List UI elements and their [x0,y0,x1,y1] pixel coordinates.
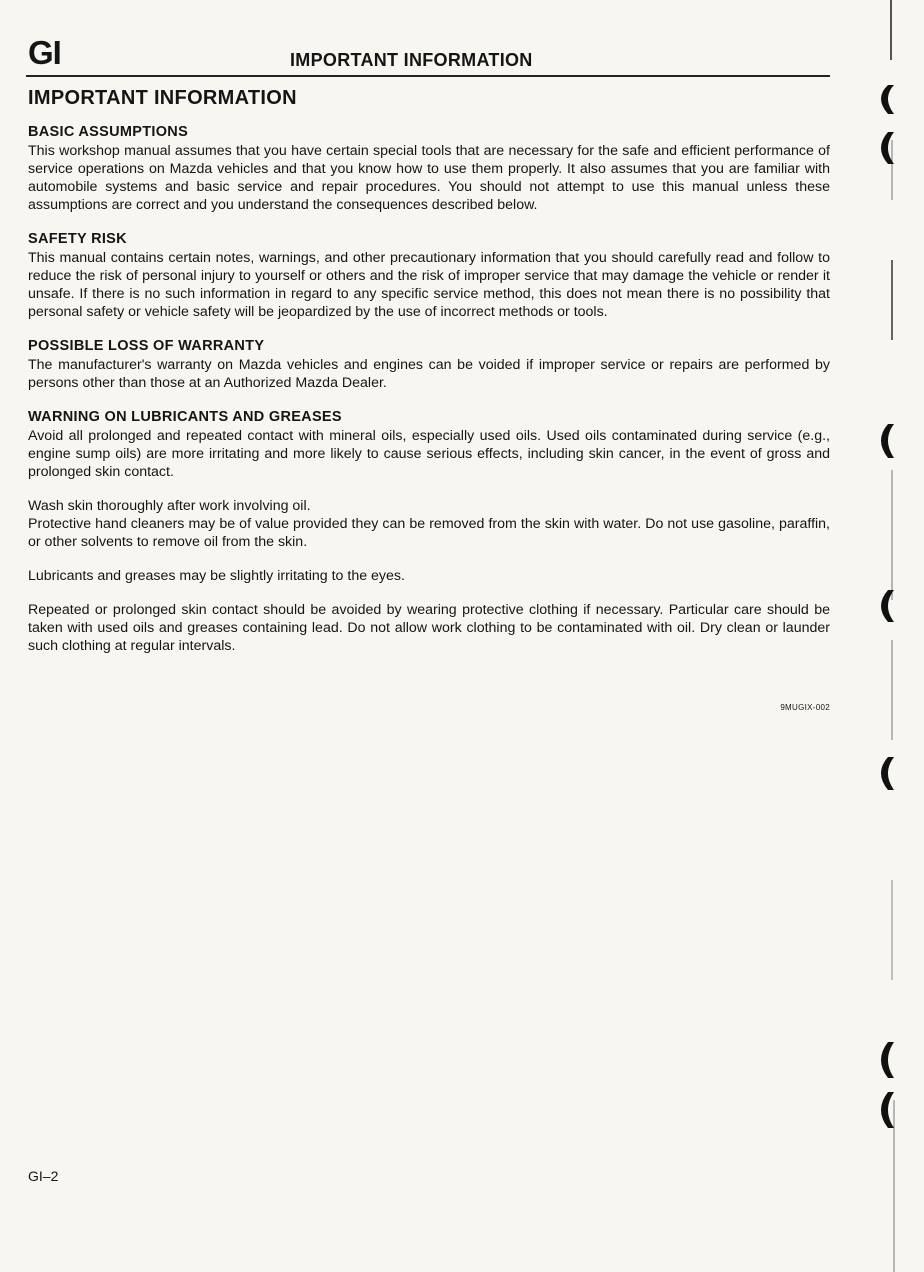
paragraph: The manufacturer's warranty on Mazda vehicles and engines can be voided if improper service or repairs are performed by persons other than those at an Authorized Mazda Dealer. [28,357,830,391]
section-loss-of-warranty [28,337,830,392]
binding-hole-mark [881,757,894,790]
paragraph: Avoid all prolonged and repeated contact with mineral oils, especially used oils. Used oils contaminated during service (e.g., engine sump oils) are more irritating and more likely to cause serious effects, including skin cancer, in the event of gross and prolonged skin contact. [28,428,830,480]
paragraph: Wash skin thoroughly after work involving oil. Protective hand cleaners may be of value provided they can be removed from the skin with water. Do not use gasoline, paraffin, or other solvents to remove oil from the skin. [28,498,830,550]
header-divider [26,75,830,77]
section-basic-assumptions [28,123,830,214]
paragraph: Lubricants and greases may be slightly irritating to the eyes. [28,568,405,584]
section-heading: WARNING ON LUBRICANTS AND GREASES [28,409,342,425]
binding-hole-mark [881,1042,894,1078]
section-safety-risk [28,230,830,321]
section-lubricants-warning [28,408,830,655]
section-code: GI [28,34,61,71]
page-title: IMPORTANT INFORMATION [28,87,297,109]
section-heading: POSSIBLE LOSS OF WARRANTY [28,338,265,354]
binding-edge-marks [858,0,924,1272]
binding-hole-mark [881,424,894,458]
paragraph: This workshop manual assumes that you have certain special tools that are necessary for the safe and efficient performance of service operations on Mazda vehicles and that you know how to use them properly. It also assumes that you are familiar with automobile systems and basic service and repair procedures. You should not attempt to use this manual unless these assumptions are correct and you understand the consequences described below. [28,143,830,213]
binding-hole-mark [881,1092,894,1128]
figure-code: 9MUGIX-002 [780,703,830,712]
paragraph: Repeated or prolonged skin contact should be avoided by wearing protective clothing if necessary. Particular care should be taken with used oils and greases containing lead. Do not allow work clothing to be contaminated with oil. Dry clean or launder such clothing at regular intervals. [28,602,830,654]
section-heading: BASIC ASSUMPTIONS [28,124,189,140]
paragraph: This manual contains certain notes, warnings, and other precautionary information that you should carefully read and follow to reduce the risk of personal injury to yourself or others and the risk of improper service that may damage the vehicle or render it unsafe. If there is no such information in regard to any specific service method, this does not mean there is no possibility that personal safety or vehicle safety will be jeopardized by the use of incorrect methods or tools. [28,250,830,320]
content [28,123,830,671]
section-heading: SAFETY RISK [28,231,127,247]
binding-hole-mark [881,85,894,114]
header-title: IMPORTANT INFORMATION [290,50,533,70]
page-number: GI–2 [28,1168,59,1184]
